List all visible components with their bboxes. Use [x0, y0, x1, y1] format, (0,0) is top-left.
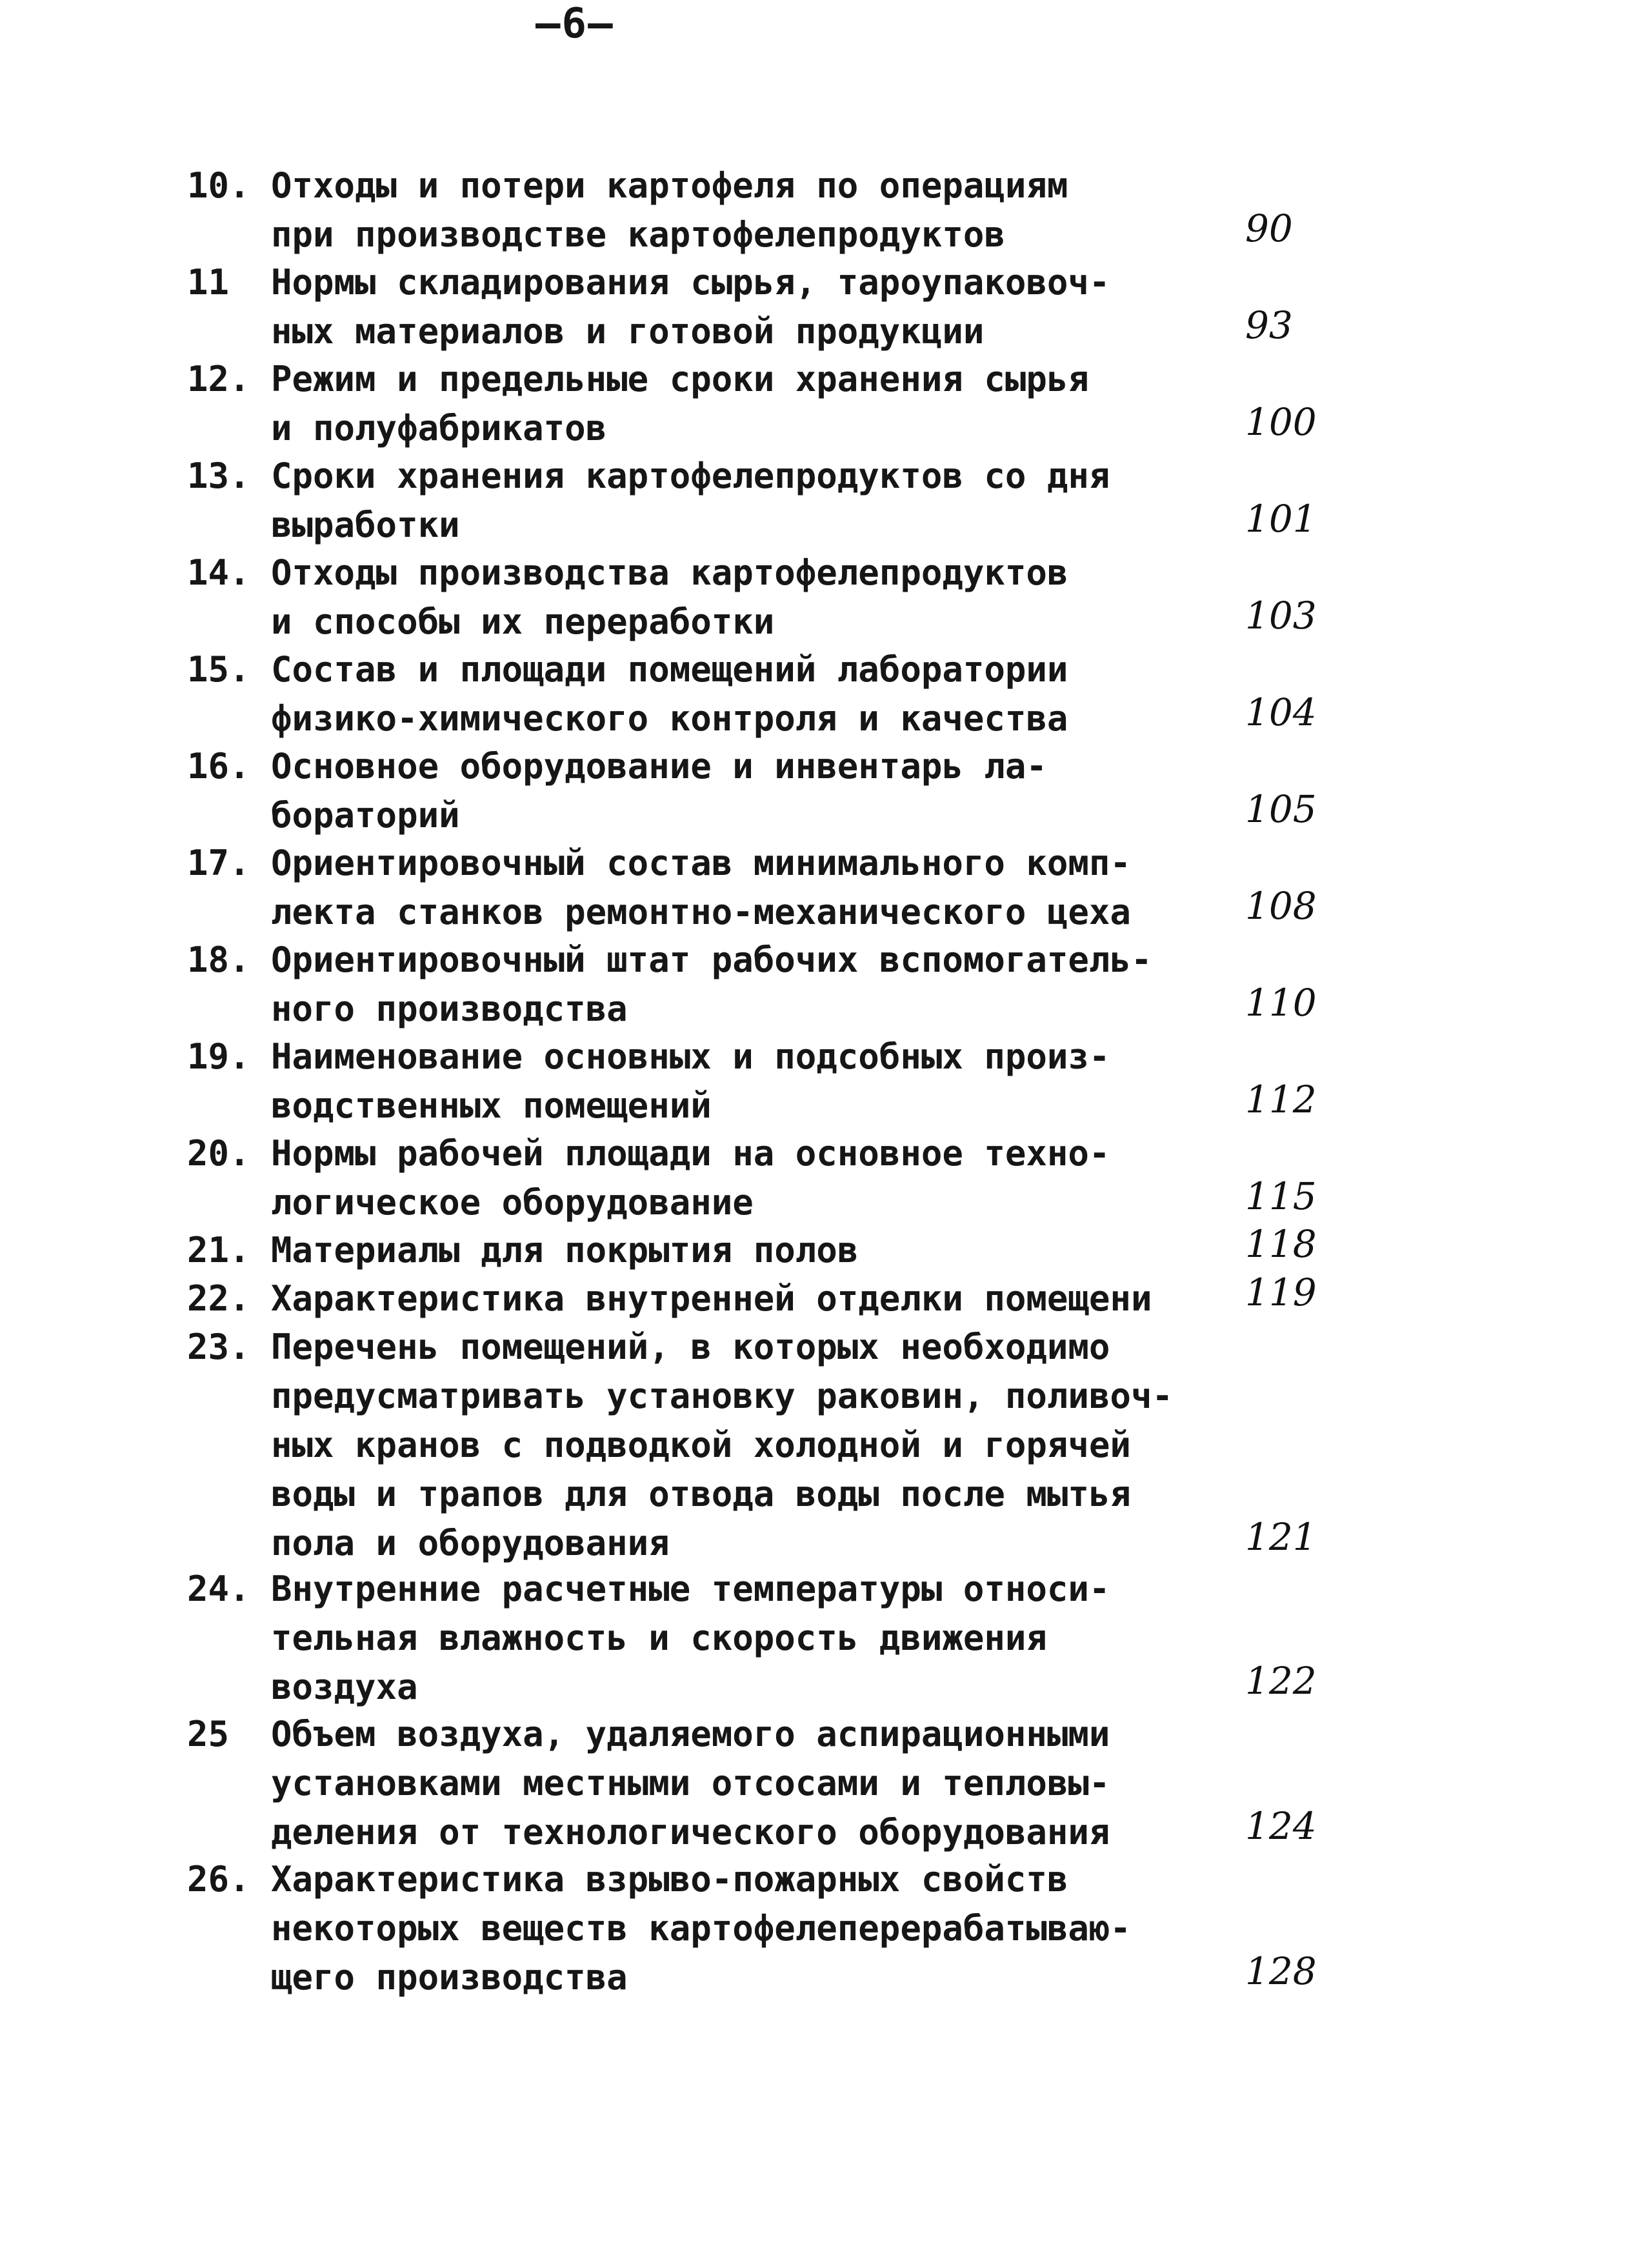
entry-page-number: 103 [1245, 594, 1317, 637]
entry-title-line: Ориентировочный штат рабочих вспомогатель- [271, 939, 1152, 980]
entry-page-number: 115 [1245, 1174, 1317, 1218]
entry-title-line: Отходы производства картофелепродуктов [271, 552, 1068, 593]
entry-number: 17. [187, 843, 250, 883]
entry-title [271, 452, 1303, 550]
entry-number: 14. [187, 552, 250, 593]
entry-title-line: лекта станков ремонтно-механического цеха [271, 892, 1131, 932]
entry-title-line: ного производства [271, 988, 628, 1029]
entry-number: 13. [187, 456, 250, 496]
entry-number: 22. [187, 1278, 250, 1319]
entry-title-line: Перечень помещений, в которых необходимо [271, 1327, 1110, 1367]
entry-page-number: 93 [1245, 303, 1293, 347]
entry-number: 23. [187, 1327, 250, 1367]
entry-title [271, 355, 1303, 453]
entry-title-line: тельная влажность и скорость движения [271, 1618, 1047, 1658]
entry-title-line: пола и оборудования [271, 1523, 670, 1563]
entry-page-number: 101 [1245, 497, 1317, 541]
entry-title-line: ных материалов и готовой продукции [271, 311, 985, 352]
entry-page-number: 121 [1245, 1515, 1317, 1559]
contents-entry [187, 936, 1317, 1034]
entry-title [271, 1226, 1303, 1275]
entry-page-number: 110 [1245, 981, 1317, 1025]
entry-title [271, 1710, 1303, 1857]
entry-title [271, 1032, 1303, 1130]
entry-number: 21. [187, 1230, 250, 1270]
contents-entry [187, 742, 1317, 840]
entry-number: 18. [187, 939, 250, 980]
entry-title-line: при производстве картофелепродуктов [271, 214, 1005, 255]
entry-title-line: щего производства [271, 1957, 628, 1998]
entry-title-line: и способы их переработки [271, 601, 775, 642]
entry-page-number: 119 [1245, 1270, 1317, 1314]
entry-number: 19. [187, 1036, 250, 1077]
entry-number: 16. [187, 746, 250, 787]
entry-title [271, 548, 1303, 647]
entry-title-line: выработки [271, 505, 460, 545]
entry-number: 20. [187, 1133, 250, 1174]
entry-title-line: Режим и предельные сроки хранения сырья [271, 359, 1089, 399]
entry-title-line: Характеристика внутренней отделки помещени [271, 1278, 1152, 1319]
entry-number: 26. [187, 1859, 250, 1900]
entry-title [271, 161, 1303, 259]
entry-title-line: Нормы рабочей площади на основное техно- [271, 1133, 1110, 1174]
contents-entry [187, 548, 1317, 647]
entry-title-line: физико-химического контроля и качества [271, 698, 1068, 739]
entry-title [271, 839, 1303, 937]
entry-title-line: ных кранов с подводкой холодной и горячей [271, 1425, 1131, 1465]
entry-title-line: деления от технологического оборудования [271, 1812, 1110, 1852]
entry-title-line: Нормы складирования сырья, тароупаковоч- [271, 262, 1110, 303]
contents-entry [187, 1032, 1317, 1130]
contents-entry [187, 1270, 1317, 1323]
entry-number: 10. [187, 165, 250, 206]
entry-title-line: Ориентировочный состав минимального комп- [271, 843, 1131, 883]
entry-title [271, 1855, 1303, 2002]
contents-entry [187, 161, 1303, 259]
entry-title [271, 1323, 1303, 1568]
entry-title [271, 258, 1303, 356]
entry-title [271, 1565, 1303, 1712]
entry-title-line: установками местными отсосами и тепловы- [271, 1763, 1110, 1803]
entry-title [271, 1129, 1303, 1227]
contents-entry [187, 839, 1317, 937]
entry-page-number: 108 [1245, 884, 1317, 928]
entry-title-line: предусматривать установку раковин, поливоч- [271, 1376, 1173, 1416]
entry-title [271, 742, 1303, 840]
entry-title [271, 936, 1303, 1034]
entry-title-line: Состав и площади помещений лаборатории [271, 649, 1068, 690]
contents-entry [187, 1129, 1317, 1227]
entry-title-line: воздуха [271, 1667, 418, 1707]
entry-number: 11 [187, 262, 230, 303]
entry-page-number: 112 [1245, 1078, 1317, 1121]
entry-title-line: Отходы и потери картофеля по операциям [271, 165, 1068, 206]
entry-page-number: 122 [1245, 1659, 1317, 1703]
entry-title-line: некоторых веществ картофелеперерабатываю- [271, 1908, 1131, 1949]
entry-page-number: 118 [1245, 1222, 1317, 1266]
contents-entry [187, 355, 1317, 453]
entry-page-number: 100 [1245, 400, 1317, 444]
entry-title-line: Объем воздуха, удаляемого аспирационными [271, 1714, 1110, 1754]
entry-title-line: бораторий [271, 795, 460, 836]
page-number: –6– [535, 0, 614, 48]
entry-number: 15. [187, 649, 250, 690]
contents-entry [187, 1565, 1317, 1712]
contents-entry [187, 452, 1317, 550]
contents-entry [187, 1323, 1317, 1568]
entry-title-line: логическое оборудование [271, 1182, 754, 1223]
entry-title [271, 1274, 1303, 1323]
entry-title-line: Внутренние расчетные температуры относи- [271, 1569, 1110, 1609]
entry-title [271, 645, 1303, 743]
entry-number: 24. [187, 1569, 250, 1609]
entry-title-line: Сроки хранения картофелепродуктов со дня [271, 456, 1110, 496]
entry-page-number: 105 [1245, 787, 1317, 831]
entry-title-line: Наименование основных и подсобных произ- [271, 1036, 1110, 1077]
contents-entry [187, 258, 1303, 356]
contents-entry [187, 1710, 1317, 1857]
entry-page-number: 128 [1245, 1949, 1317, 1993]
entry-number: 25 [187, 1714, 230, 1754]
entry-title-line: Основное оборудование и инвентарь ла- [271, 746, 1047, 787]
entry-title-line: воды и трапов для отвода воды после мытья [271, 1474, 1131, 1514]
entry-title-line: Материалы для покрытия полов [271, 1230, 859, 1270]
entry-title-line: и полуфабрикатов [271, 408, 607, 448]
entry-page-number: 124 [1245, 1804, 1317, 1848]
contents-entry [187, 1855, 1317, 2002]
contents-entry [187, 1222, 1317, 1275]
contents-entry [187, 645, 1317, 743]
entry-title-line: водственных помещений [271, 1085, 712, 1126]
entry-number: 12. [187, 359, 250, 399]
entry-page-number: 90 [1245, 206, 1293, 250]
entry-page-number: 104 [1245, 690, 1317, 734]
entry-title-line: Характеристика взрыво-пожарных свойств [271, 1859, 1068, 1900]
